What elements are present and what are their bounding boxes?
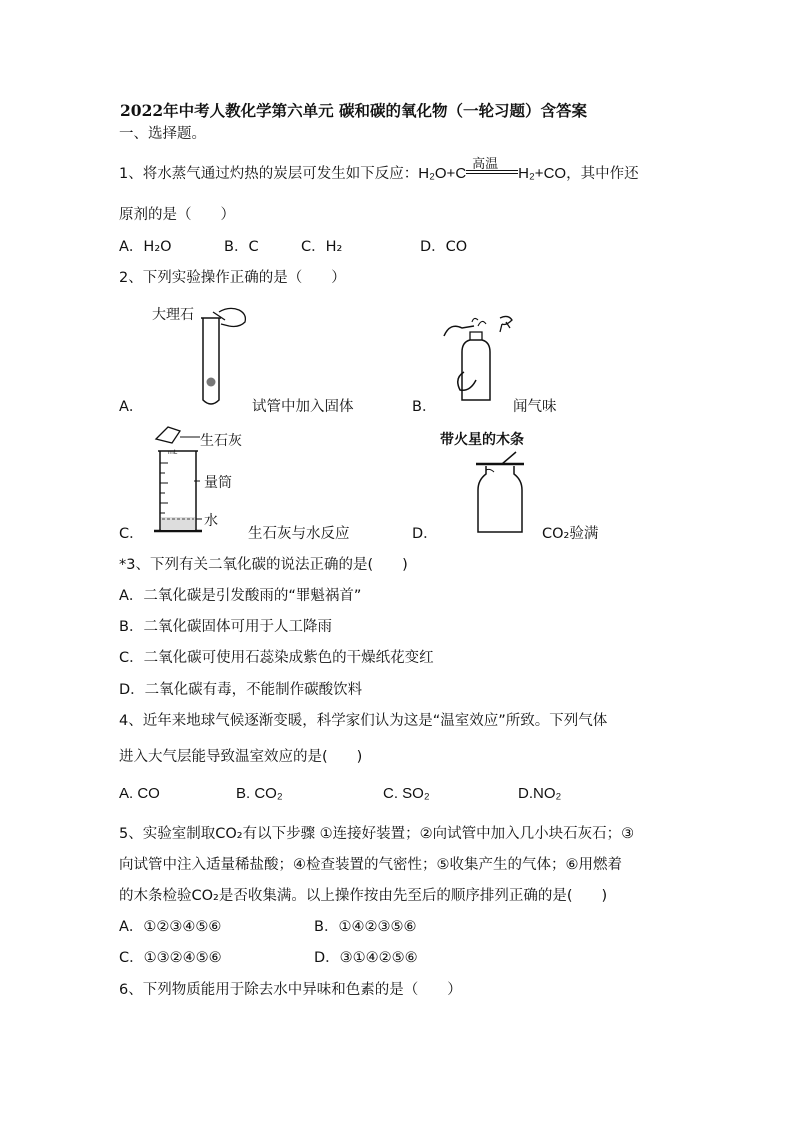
q2-figA-label: 大理石 [152,307,194,323]
q2-option-a-letter: A． [119,399,144,415]
q2-figC-label-cylinder: 量筒 [204,475,232,491]
cylinder-unit-mark: mL [168,449,178,456]
q1-eq-condition: 高温 [472,157,499,172]
q1-stem-part2: 原剂的是（ ） [119,207,235,223]
q1-eq-arrow [466,157,518,181]
q3-option-b: B．二氧化碳固体可用于人工降雨 [119,619,332,635]
q2-figC-label-quicklime: 生石灰 [200,433,242,449]
q1-option-b: B．C [224,239,259,255]
q2-figD-label: 带火星的木条 [440,432,524,448]
q5-stem-line1: 5、实验室制取CO₂有以下步骤 ①连接好装置；②向试管中加入几小块石灰石；③ [119,826,635,842]
q1-eq-left: H₂O+C [418,165,467,182]
q1-stem-part1: 1、将水蒸气通过灼热的炭层可发生如下反应：H₂O+C 高温 H₂+CO，其中作还 [119,162,639,183]
q3-option-d: D．二氧化碳有毒，不能制作碳酸饮料 [119,682,363,698]
section-heading: 一、选择题。 [119,126,206,142]
q1-option-d: D．CO [420,239,468,255]
q4-option-d: D.NO₂ [518,785,562,802]
test-tube-figure [195,304,255,408]
q2-stem: 2、下列实验操作正确的是（ ） [119,270,346,286]
q2-option-b-letter: B． [412,399,437,415]
q2-option-c-letter: C． [119,526,144,542]
q5-option-d: D．③①④②⑤⑥ [314,950,418,966]
q2-option-c-caption: 生石灰与水反应 [248,526,350,542]
smell-gas-figure [440,312,516,408]
q5-stem-line2: 向试管中注入适量稀盐酸；④检查装置的气密性；⑤收集产生的气体；⑥用燃着 [119,857,622,873]
q1-option-a: A．H₂O [119,239,172,255]
q5-option-b: B．①④②③⑤⑥ [314,919,417,935]
q4-option-c: C. SO₂ [383,785,430,802]
q2-option-d-letter: D． [412,526,438,542]
q2-option-d-caption: CO₂验满 [542,526,599,542]
q6-stem: 6、下列物质能用于除去水中异味和色素的是（ ） [119,982,462,998]
q4-option-b: B. CO₂ [236,785,283,802]
gas-jar-figure [472,450,532,534]
q3-stem: *3、下列有关二氧化碳的说法正确的是( ) [119,557,408,573]
q2-figC-label-water: 水 [204,513,218,529]
q4-option-a: A. CO [119,785,160,802]
q3-option-a: A．二氧化碳是引发酸雨的“罪魁祸首” [119,588,362,604]
q3-option-c: C．二氧化碳可使用石蕊染成紫色的干燥纸花变红 [119,650,434,666]
q5-stem-line3: 的木条检验CO₂是否收集满。以上操作按由先至后的顺序排列正确的是( ) [119,888,608,904]
page-title: 2022年中考人教化学第六单元 碳和碳的氧化物（一轮习题）含答案 [120,101,588,120]
q1-eq-right: H₂+CO [518,165,567,182]
q4-stem-line2: 进入大气层能导致温室效应的是( ) [119,749,363,765]
q2-option-b-caption: 闻气味 [513,399,557,415]
q1-option-c: C．H₂ [301,239,343,255]
q5-option-a: A．①②③④⑤⑥ [119,919,222,935]
q4-stem-line1: 4、近年来地球气候逐渐变暖，科学家们认为这是“温室效应”所致。下列气体 [119,713,608,729]
q2-option-a-caption: 试管中加入固体 [252,399,354,415]
q5-option-c: C．①③②④⑤⑥ [119,950,222,966]
